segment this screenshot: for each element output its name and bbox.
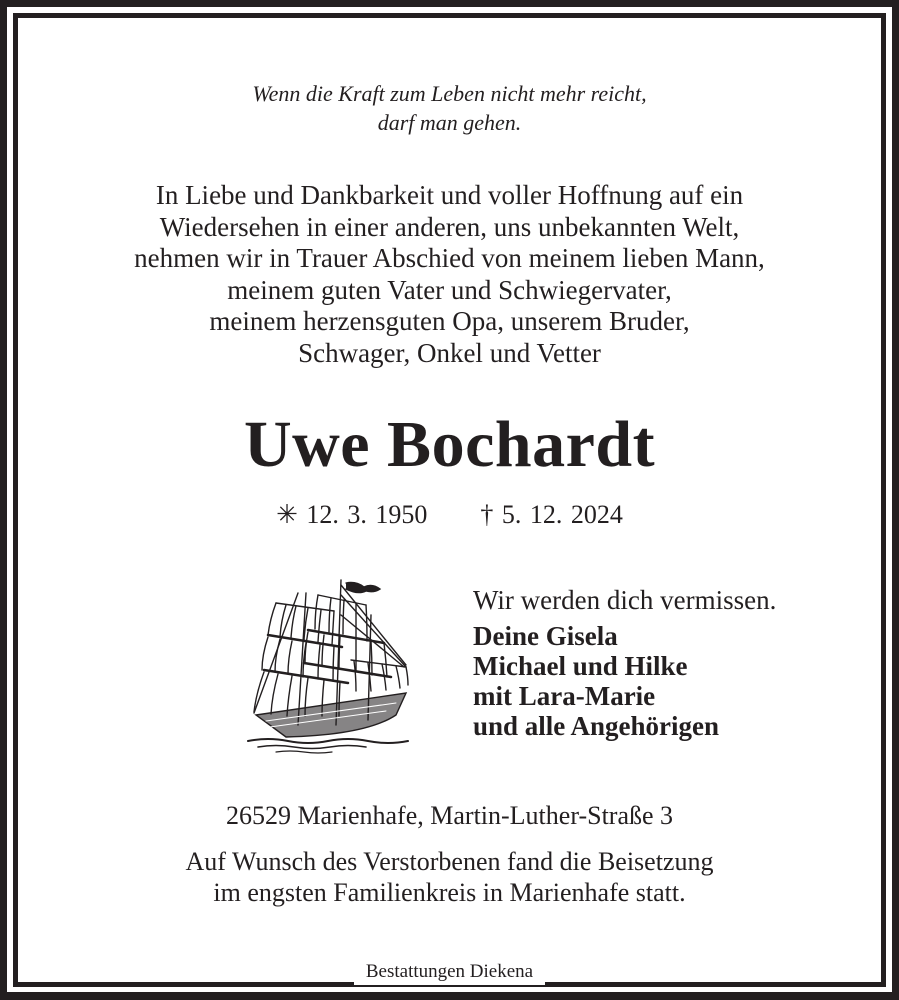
family-signoff [473,583,776,741]
family-member-line: mit Lara-Marie [473,681,656,711]
funeral-home-name: Bestattungen Diekena [354,959,545,985]
birth-date: 12. 3. 1950 [306,500,428,529]
life-dates [0,498,899,532]
sailing-ship-icon [246,575,416,755]
notice-line: im engsten Familienkreis in Marienhafe statt. [213,878,686,907]
death-cross-icon: † [480,500,494,529]
death-date: 5. 12. 2024 [501,500,623,529]
deceased-name: Uwe Bochardt [243,408,656,481]
intro-line: nehmen wir in Trauer Abschied von meinem lieben Mann, [134,243,765,273]
family-member-line: und alle Angehörigen [473,711,720,741]
intro-line: meinem guten Vater und Schwiegervater, [227,274,672,305]
intro-line: Schwager, Onkel und Vetter [298,337,601,368]
family-address: 26529 Marienhafe, Martin-Luther-Straße 3 [225,801,674,830]
funeral-home-credit [0,959,899,985]
family-member-line: Deine Gisela [473,621,618,651]
farewell-message: Wir werden dich vermissen. [473,585,777,615]
birth-star-icon: ✳ [276,500,298,529]
intro-line: meinem herzensguten Opa, unserem Bruder, [209,306,690,336]
intro-text [0,180,899,369]
motto-line: Wenn die Kraft zum Leben nicht mehr reicht, [252,81,647,106]
family-member-line: Michael und Hilke [473,651,688,681]
intro-line: In Liebe und Dankbarkeit und voller Hoffnung auf ein [155,180,744,210]
motto-line: darf man gehen. [377,110,522,135]
notice-line: Auf Wunsch des Verstorbenen fand die Beisetzung [185,847,714,876]
burial-notice [0,846,899,908]
motto-quote [0,79,899,137]
intro-line: Wiedersehen in einer anderen, uns unbekannten Welt, [159,211,740,242]
